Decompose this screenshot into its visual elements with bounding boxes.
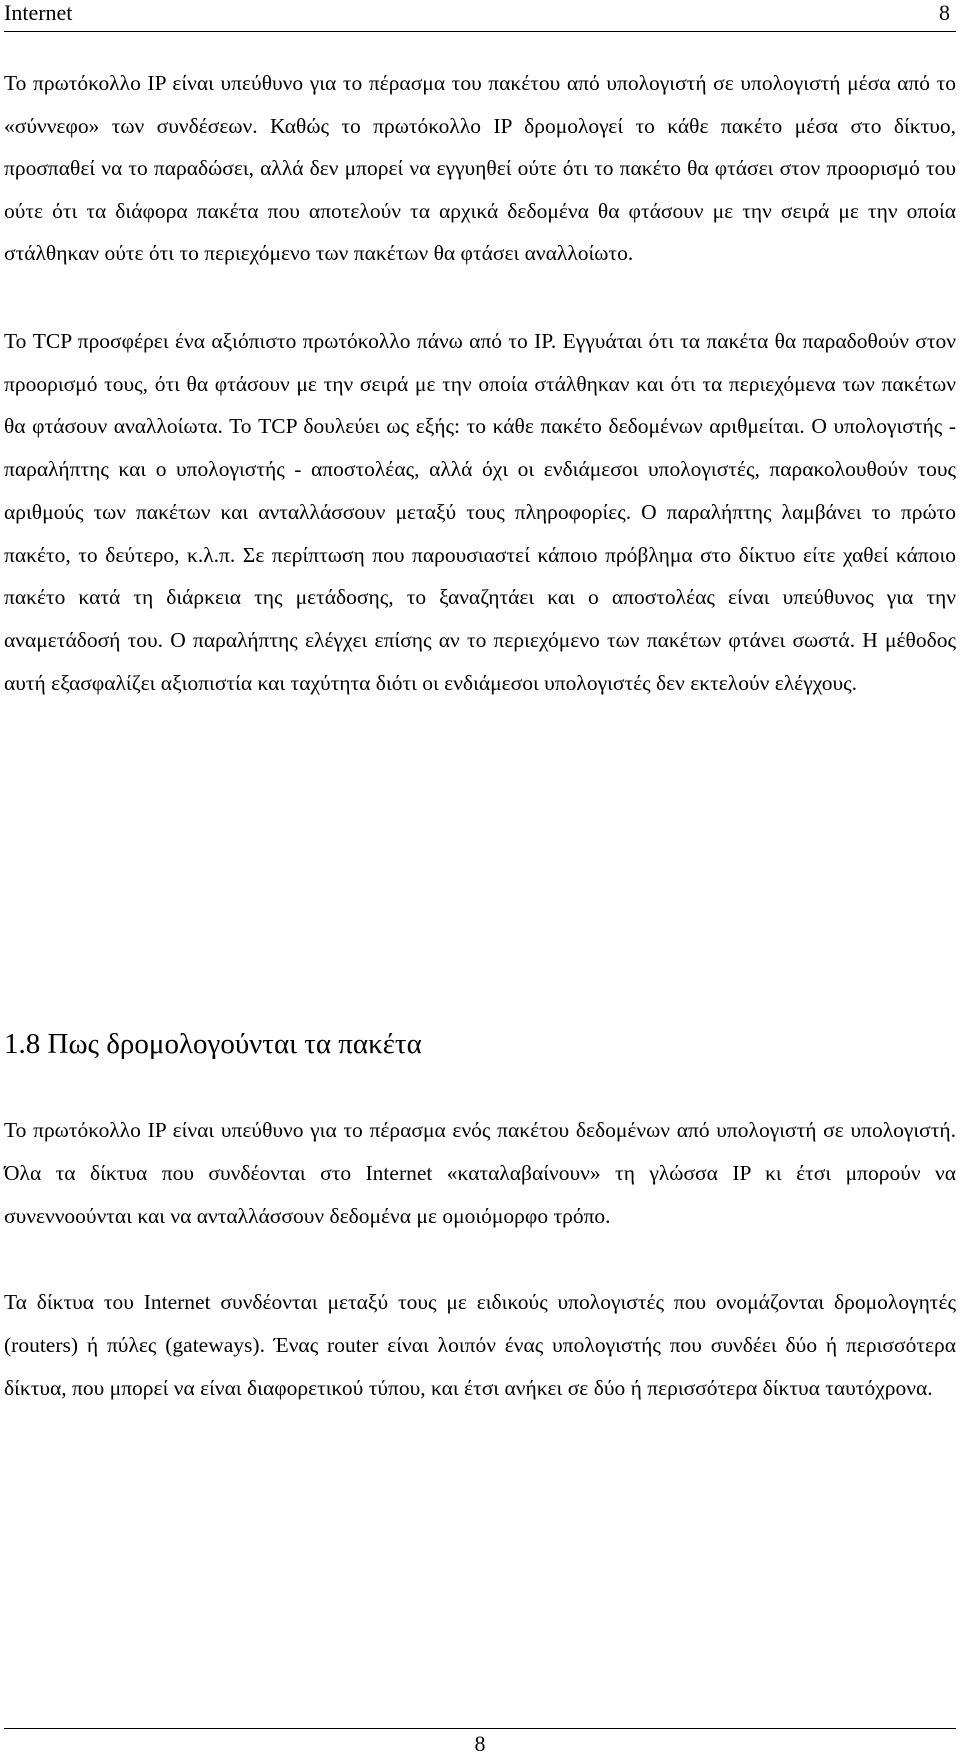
section-paragraph-routers: Τα δίκτυα του Internet συνδέονται μεταξύ τους με ειδικούς υπολογιστές που ονομάζονται δρομολογητές (routers) ή πύλες (gateways). Ένας router είναι λοιπόν ένας υπολογιστής που συνδέει δύο ή περισσότερα δίκτυα, που μπορεί να είναι διαφορετικού τύπου, και έτσι ανήκει σε δύο ή περισσότερα δίκτυα ταυτόχρονα. [4,1290,956,1400]
footer-rule [4,1728,956,1729]
section-heading: 1.8 Πως δρομολογούνται τα πακέτα [4,1028,422,1060]
body-paragraph-tcp: Το TCP προσφέρει ένα αξιόπιστο πρωτόκολλο πάνω από το IP. Εγγυάται ότι τα πακέτα θα παραδοθούν στον προορισμό τους, ότι θα φτάσουν με την σειρά με την οποία στάλθηκαν και ότι τα περιεχόμενα των πακέτων θα φτάσουν αναλλοίωτα. Το TCP δουλεύει ως εξής: το κάθε πακέτο δεδομένων αριθμείται. Ο υπολογιστής - παραλήπτης και ο υπολογιστής - αποστολέας, αλλά όχι οι ενδιάμεσοι υπολογιστές, παρακολουθούν τους αριθμούς των πακέτων και ανταλλάσσουν μεταξύ τους πληροφορίες. Ο παραλήπτης λαμβάνει το πρώτο πακέτο, το δεύτερο, κ.λ.π. Σε περίπτωση που παρουσιαστεί κάποιο πρόβλημα στο δίκτυο είτε χαθεί κάποιο πακέτο κατά τη διάρκεια της μετάδοσης, το ξαναζητάει και ο αποστολέας είναι υπεύθυνος για την αναμετάδοσή του. Ο παραλήπτης ελέγχει επίσης αν το περιεχόμενο των πακέτων φτάνει σωστά. Η μέθοδος αυτή εξασφαλίζει αξιοπιστία και ταχύτητα διότι οι ενδιάμεσοι υπολογιστές δεν εκτελούν ελέγχους. [4,329,956,695]
footer-page-number: 8 [474,1731,486,1756]
header-page-number: 8 [939,0,950,25]
section-paragraph-ip-routing: Το πρωτόκολλο IP είναι υπεύθυνο για το πέρασμα ενός πακέτου δεδομένων από υπολογιστή σε υπολογιστή. Όλα τα δίκτυα που συνδέονται στο Internet «καταλαβαίνουν» τη γλώσσα IP κι έτσι μπορούν να συνεννοούνται και να ανταλλάσσουν δεδομένα με ομοιόμορφο τρόπο. [4,1118,956,1228]
header-title: Internet [4,0,73,25]
running-header [4,0,956,32]
body-paragraph-ip: Το πρωτόκολλο IP είναι υπεύθυνο για το πέρασμα του πακέτου από υπολογιστή σε υπολογιστή μέσα από το «σύννεφο» των συνδέσεων. Καθώς το πρωτόκολλο IP δρομολογεί το κάθε πακέτο μέσα στο δίκτυο, προσπαθεί να το παραδώσει, αλλά δεν μπορεί να εγγυηθεί ούτε ότι το πακέτο θα φτάσει στον προορισμό του ούτε ότι τα διάφορα πακέτα που αποτελούν τα αρχικά δεδομένα θα φτάσουν με την σειρά με την οποία στάλθηκαν ούτε ότι το περιεχόμενο των πακέτων θα φτάσει αναλλοίωτο. [4,71,956,265]
